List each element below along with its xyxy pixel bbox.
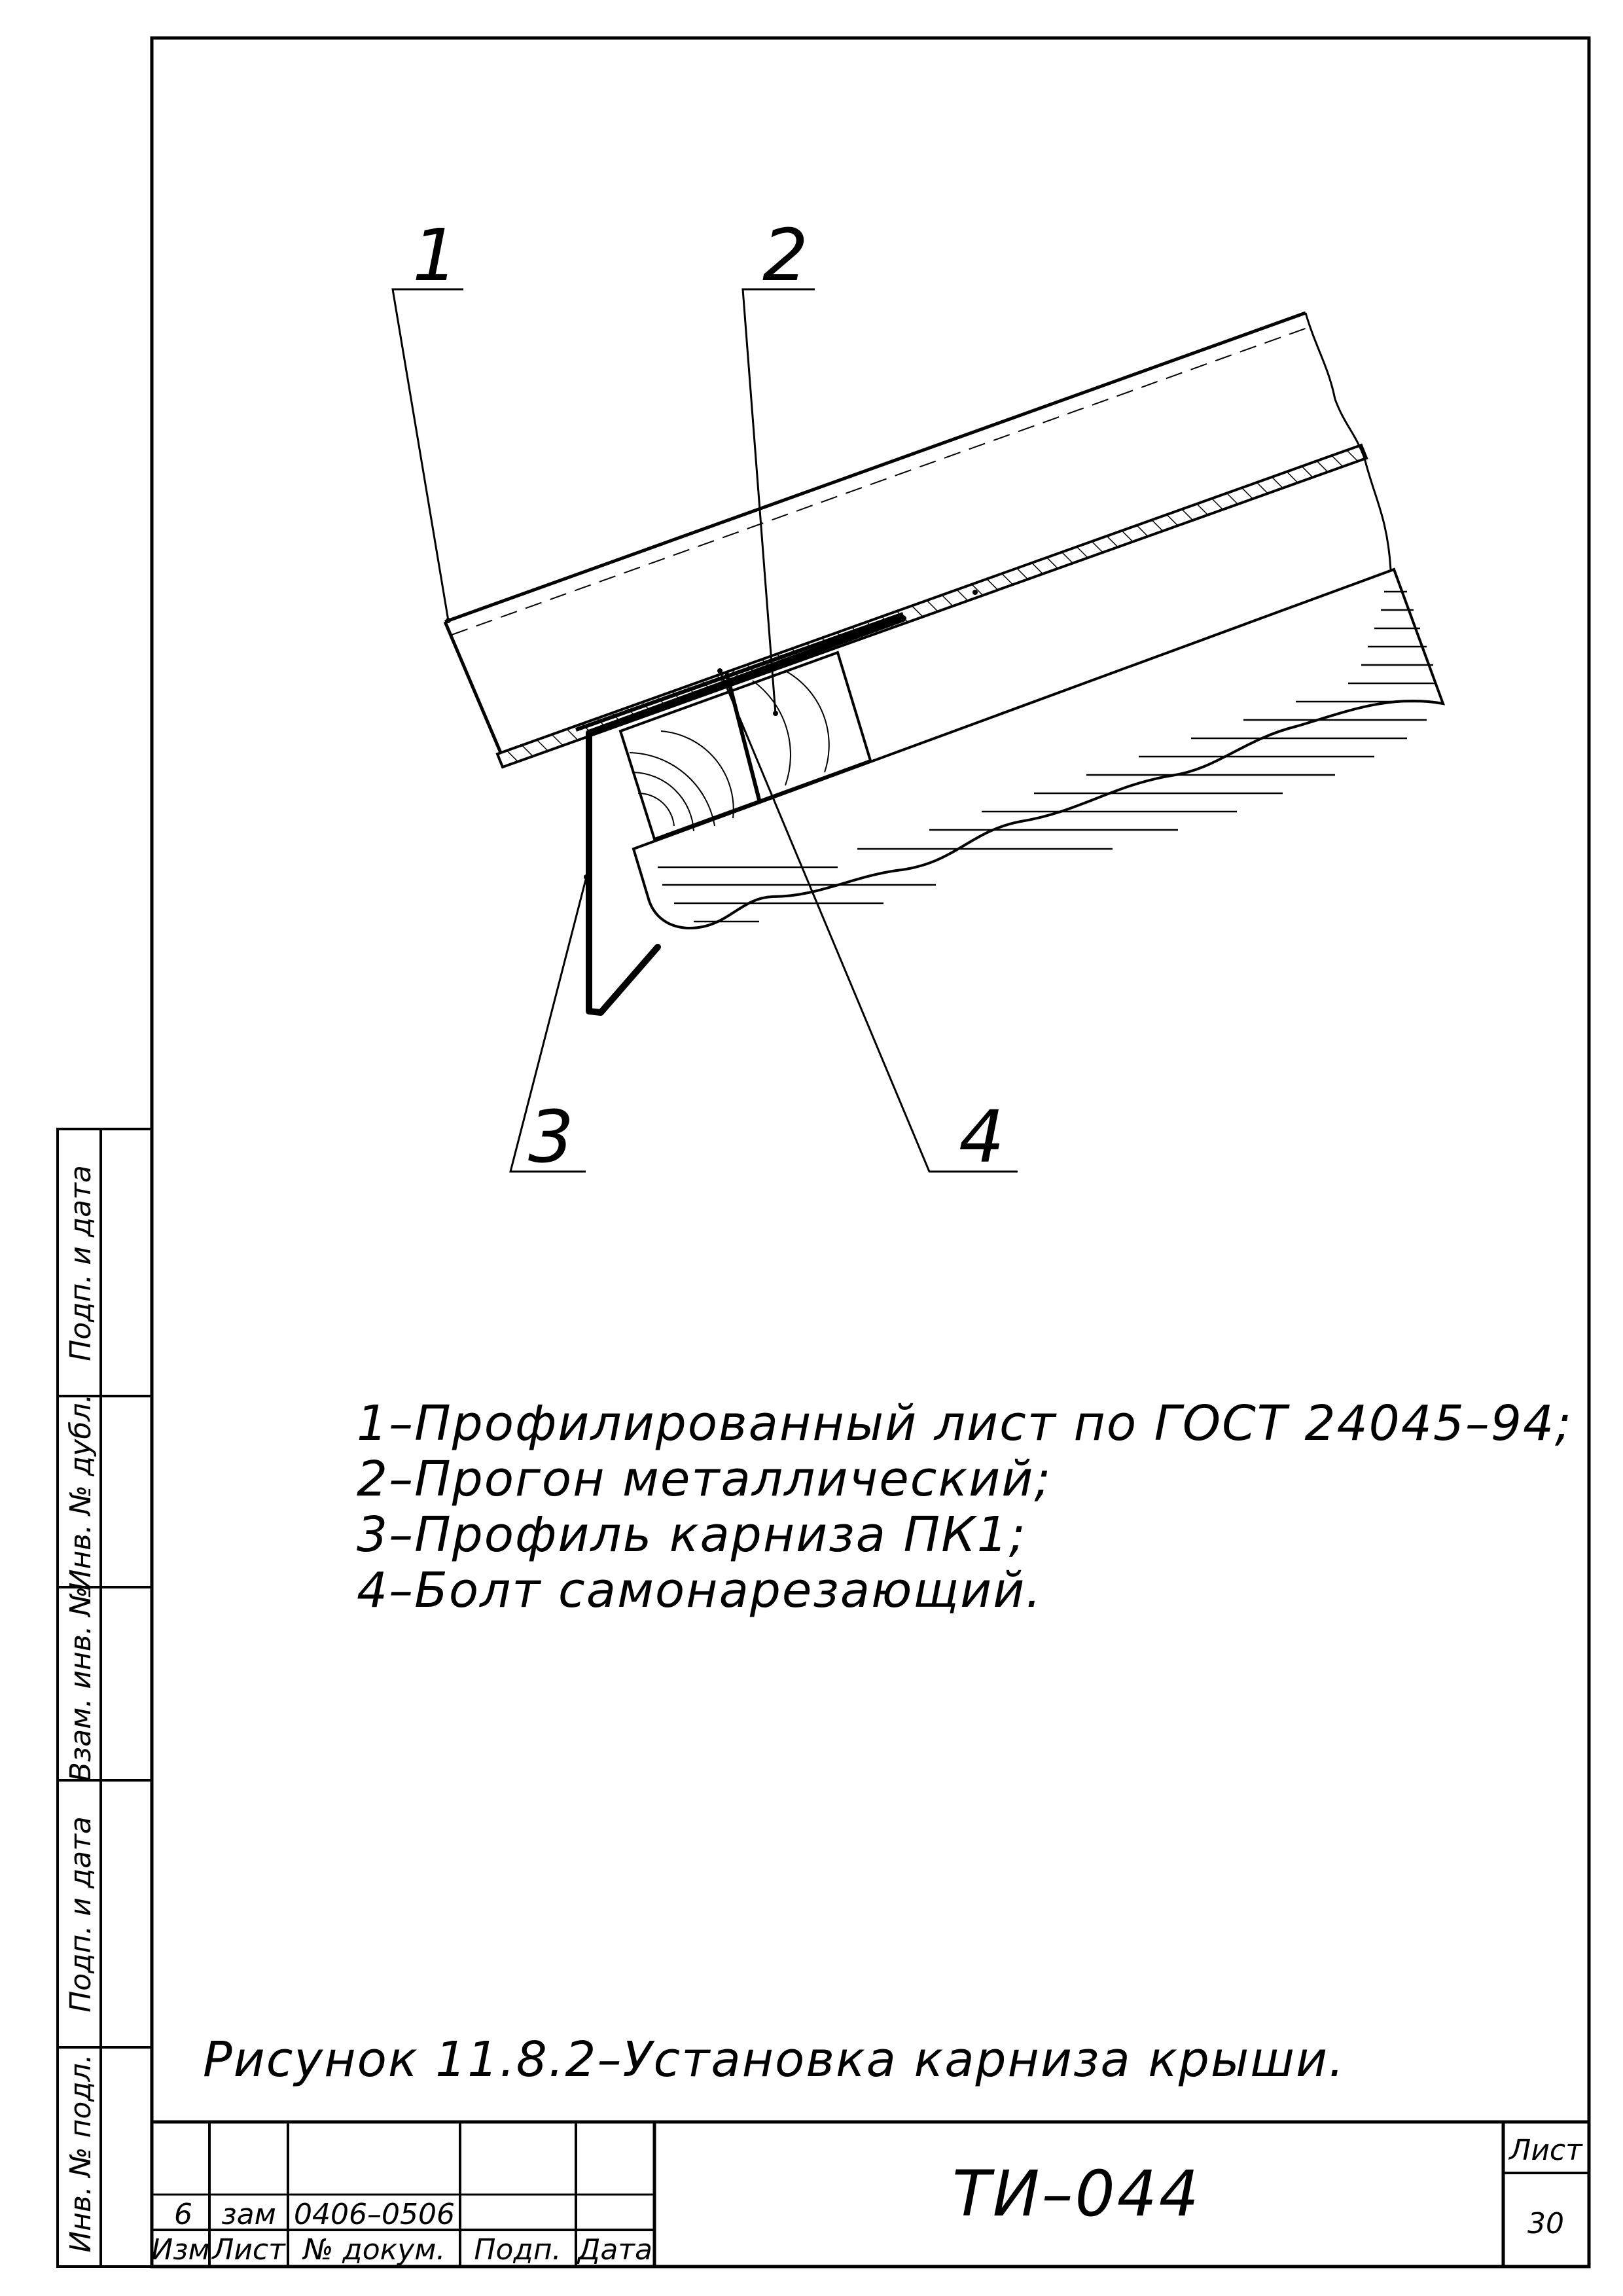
change-list: зам bbox=[221, 2198, 276, 2231]
header-doc: № докум. bbox=[303, 2233, 446, 2267]
document-code: ТИ–044 bbox=[952, 2157, 1201, 2231]
callout-1: 1 bbox=[412, 213, 458, 297]
legend-item-4: 4–Болт самонарезающий. bbox=[357, 1562, 1043, 1619]
legend-item-1: 1–Профилированный лист по ГОСТ 24045–94; bbox=[357, 1395, 1573, 1452]
header-list: Лист bbox=[212, 2233, 285, 2267]
side-label-podp-data-lower: Подп. и дата bbox=[64, 1816, 98, 2013]
callout-4: 4 bbox=[959, 1095, 1005, 1179]
sheet-number: 30 bbox=[1527, 2207, 1564, 2240]
eave-detail bbox=[393, 213, 1443, 1179]
title-block-text bbox=[151, 2134, 1583, 2267]
change-izm: 6 bbox=[174, 2198, 192, 2231]
header-data: Дата bbox=[578, 2233, 652, 2267]
side-label-podp-data-upper: Подп. и дата bbox=[64, 1165, 98, 1361]
callout-2: 2 bbox=[762, 213, 808, 297]
change-doc: 0406–0506 bbox=[294, 2198, 455, 2231]
side-label-inv-dubl: Инв. № дубл. bbox=[64, 1393, 98, 1591]
sheet-frame bbox=[152, 38, 1589, 2267]
header-izm: Изм bbox=[151, 2233, 210, 2267]
sheet-label: Лист bbox=[1509, 2134, 1582, 2167]
side-label-vzam-inv: Взам. инв. № bbox=[64, 1586, 98, 1782]
figure-caption: Рисунок 11.8.2–Установка карниза крыши. bbox=[203, 2032, 1346, 2088]
callout-3: 3 bbox=[528, 1095, 574, 1179]
legend bbox=[357, 1395, 1573, 1619]
side-stamp-labels bbox=[64, 1165, 98, 2253]
header-podp: Подп. bbox=[474, 2233, 562, 2267]
legend-item-2: 2–Прогон металлический; bbox=[357, 1451, 1052, 1507]
legend-item-3: 3–Профиль карниза ПК1; bbox=[357, 1507, 1027, 1563]
side-label-inv-podl: Инв. № подл. bbox=[64, 2054, 98, 2253]
leader-1 bbox=[393, 289, 463, 620]
